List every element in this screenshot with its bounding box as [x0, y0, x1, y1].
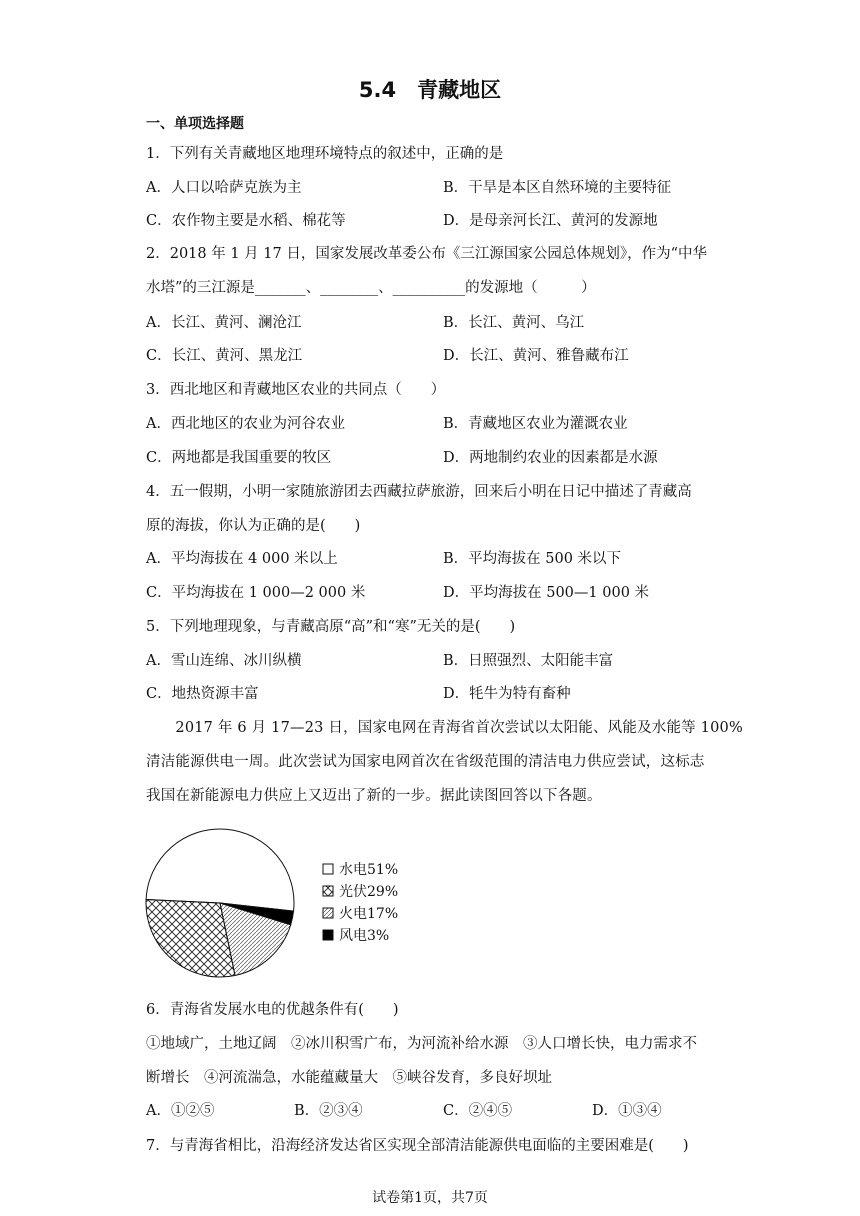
question-1-stem: 1．下列有关青藏地区地理环境特点的叙述中，正确的是: [146, 146, 504, 162]
question-6-stem: 6．青海省发展水电的优越条件有( ): [146, 1002, 399, 1018]
page-footer: 试卷第1页，共7页: [372, 1190, 488, 1206]
question-2-stem-line2: 水塔”的三江源是_______、________、__________的发源地（ ）: [146, 280, 596, 296]
section-heading: 一、单项选择题: [146, 116, 244, 132]
question-3-option-c: C．两地都是我国重要的牧区: [146, 450, 332, 466]
pie-slice-1: [146, 829, 294, 911]
legend-swatch-1: [323, 864, 333, 874]
legend-swatch-4: [323, 930, 333, 940]
energy-pie-chart: [140, 828, 420, 978]
legend-swatch-3: [323, 908, 333, 918]
legend-label-2: 光伏29%: [339, 884, 399, 900]
question-1-option-d: D．是母亲河长江、黄河的发源地: [443, 213, 658, 229]
question-2-option-a: A．长江、黄河、澜沧江: [146, 315, 302, 331]
question-1-option-a: A．人口以哈萨克族为主: [146, 180, 302, 196]
question-7-stem: 7．与青海省相比，沿海经济发达省区实现全部清洁能源供电面临的主要困难是( ): [146, 1138, 689, 1154]
question-1-option-c: C．农作物主要是水稻、棉花等: [146, 213, 346, 229]
question-1-option-b: B．干旱是本区自然环境的主要特征: [443, 180, 672, 196]
question-4-option-b: B．平均海拔在 500 米以下: [443, 551, 622, 567]
question-6-line-2: 断增长 ④河流湍急，水能蕴藏量大 ⑤峡谷发育，多良好坝址: [146, 1070, 552, 1086]
question-5-option-a: A．雪山连绵、冰川纵横: [146, 653, 302, 669]
question-5-option-b: B．日照强烈、太阳能丰富: [443, 653, 614, 669]
page-title: 5.4 青藏地区: [358, 78, 502, 102]
question-4-stem-line2: 原的海拔，你认为正确的是( ): [146, 518, 361, 534]
legend-label-1: 水电51%: [339, 862, 399, 878]
question-6-option-c: C．②④⑤: [443, 1103, 513, 1119]
passage-line-3: 我国在新能源电力供应上又迈出了新的一步。据此读图回答以下各题。: [146, 788, 602, 804]
question-3-option-d: D．两地制约农业的因素都是水源: [443, 450, 658, 466]
question-6-option-b: B．②③④: [294, 1103, 363, 1119]
passage-line-1: 2017 年 6 月 17—23 日，国家电网在青海省首次尝试以太阳能、风能及水能等 100%: [146, 720, 743, 736]
question-3-option-b: B．青藏地区农业为灌溉农业: [443, 416, 628, 432]
question-5-stem: 5．下列地理现象，与青藏高原“高”和“寒”无关的是( ): [146, 619, 516, 635]
question-2-option-d: D．长江、黄河、雅鲁藏布江: [443, 348, 629, 364]
legend-label-3: 火电17%: [339, 906, 399, 922]
question-5-option-c: C．地热资源丰富: [146, 686, 259, 702]
question-4-option-d: D．平均海拔在 500—1 000 米: [443, 585, 650, 601]
legend-label-4: 风电3%: [339, 928, 390, 944]
question-3-stem: 3．西北地区和青藏地区农业的共同点（ ）: [146, 382, 446, 398]
question-2-option-b: B．长江、黄河、乌江: [443, 315, 585, 331]
question-2-option-c: C．长江、黄河、黑龙江: [146, 348, 303, 364]
question-2-stem-line1: 2．2018 年 1 月 17 日，国家发展改革委公布《三江源国家公园总体规划》，作为“中华: [146, 246, 708, 262]
passage-line-2: 清洁能源供电一周。此次尝试为国家电网首次在省级范围的清洁电力供应尝试，这标志: [146, 754, 705, 770]
question-3-option-a: A．西北地区的农业为河谷农业: [146, 416, 345, 432]
question-4-option-c: C．平均海拔在 1 000—2 000 米: [146, 585, 366, 601]
question-6-option-d: D．①③④: [592, 1103, 662, 1119]
question-4-stem-line1: 4．五一假期，小明一家随旅游团去西藏拉萨旅游，回来后小明在日记中描述了青藏高: [146, 484, 692, 500]
question-4-option-a: A．平均海拔在 4 000 米以上: [146, 551, 338, 567]
question-5-option-d: D．牦牛为特有畜种: [443, 686, 571, 702]
question-6-line-1: ①地域广，土地辽阔 ②冰川积雪广布，为河流补给水源 ③人口增长快，电力需求不: [146, 1036, 697, 1052]
question-6-option-a: A．①②⑤: [146, 1103, 215, 1119]
legend-swatch-2: [323, 886, 333, 896]
